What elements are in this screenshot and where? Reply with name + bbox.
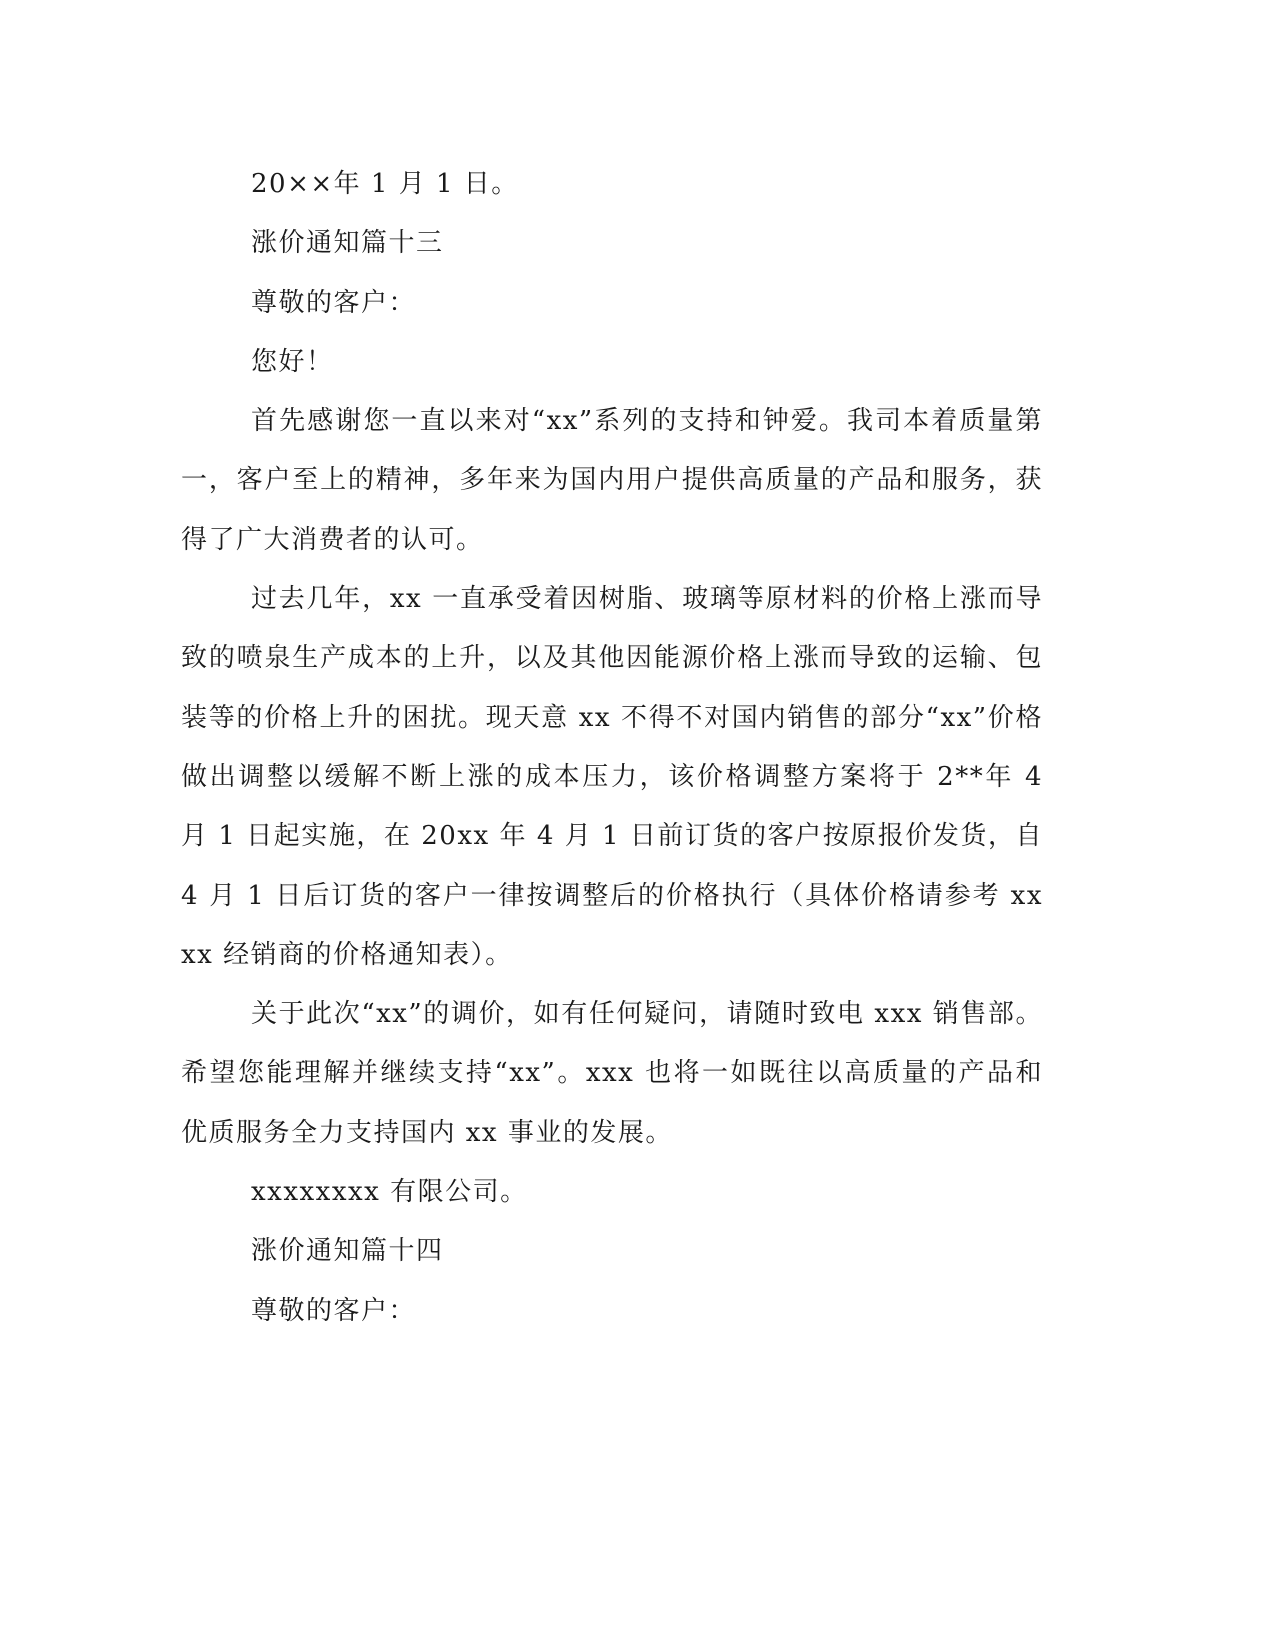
paragraph-contact: 关于此次“xx”的调价，如有任何疑问，请随时致电 xxx 销售部。希望您能理解并继续支持“xx”。xxx 也将一如既往以高质量的产品和优质服务全力支持国内 xx 事业的发展。 [181,999,1043,1148]
notice-heading-13: 涨价通知篇十三 [251,228,444,259]
date-line: 20××年 1 月 1 日。 [251,169,519,199]
paragraph-price-adjustment: 过去几年，xx 一直承受着因树脂、玻璃等原材料的价格上涨而导致的喷泉生产成本的上升，以及其他因能源价格上涨而导致的运输、包装等的价格上升的困扰。现天意 xx 不得不对国内销售的部分“xx”价格做出调整以缓解不断上涨的成本压力，该价格调整方案将于 2**年 4 月 1 日起实施，在 20xx 年 4 月 1 日前订货的客户按原报价发货，自 4 月 1 日后订货的客户一律按调整后的价格执行（具体价格请参考 xxxx 经销商的价格通知表）。 [181,584,1043,970]
salutation-2: 尊敬的客户： [251,1295,417,1326]
paragraph-thanks: 首先感谢您一直以来对“xx”系列的支持和钟爱。我司本着质量第一，客户至上的精神，多年来为国内用户提供高质量的产品和服务，获得了广大消费者的认可。 [181,406,1043,555]
document-body [181,155,1043,1341]
notice-heading-14: 涨价通知篇十四 [251,1236,444,1267]
greeting: 您好！ [251,346,334,377]
company-signature: xxxxxxxx 有限公司。 [251,1177,528,1208]
salutation: 尊敬的客户： [251,287,417,318]
